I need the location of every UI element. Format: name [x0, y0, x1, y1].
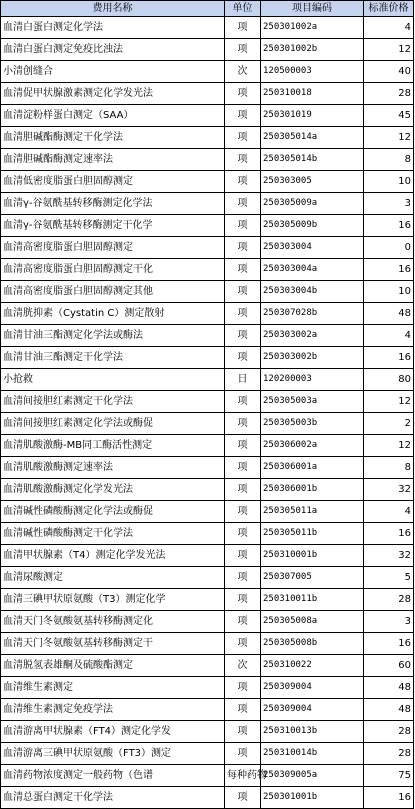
row-fee-name: 血清肌酸激酶测定速率法: [1, 457, 225, 479]
row-item-code: 250305003b: [261, 413, 364, 435]
table-row: [1, 259, 414, 281]
row-standard-price: 48: [364, 303, 414, 325]
row-fee-name: 血清天门冬氨酸氨基转移酶测定化: [1, 611, 225, 633]
table-row: [1, 765, 414, 787]
row-standard-price: 4: [364, 501, 414, 523]
table-row: [1, 611, 414, 633]
row-item-code: 250310022: [261, 655, 364, 677]
row-standard-price: 12: [364, 39, 414, 61]
row-fee-name: 血清三碘甲状原氨酸（T3）测定化学: [1, 589, 225, 611]
table-row: [1, 655, 414, 677]
table-row: [1, 413, 414, 435]
row-standard-price: 45: [364, 105, 414, 127]
row-item-code: 250303004a: [261, 259, 364, 281]
row-item-code: 250310018: [261, 83, 364, 105]
row-standard-price: 28: [364, 83, 414, 105]
row-standard-price: 16: [364, 347, 414, 369]
row-standard-price: 28: [364, 721, 414, 743]
table-row: [1, 567, 414, 589]
row-item-code: 250303002a: [261, 325, 364, 347]
row-unit: 项: [225, 479, 261, 501]
row-unit: 项: [225, 303, 261, 325]
row-item-code: 250306002a: [261, 435, 364, 457]
row-unit: 项: [225, 589, 261, 611]
header-item-code: 项目编码: [261, 1, 364, 17]
row-unit: 日: [225, 369, 261, 391]
row-fee-name: 血清肌酸激酶-MB同工酶活性测定: [1, 435, 225, 457]
row-fee-name: 血清高密度脂蛋白胆固醇测定其他: [1, 281, 225, 303]
table-row: [1, 39, 414, 61]
row-item-code: 250310014b: [261, 743, 364, 765]
row-standard-price: 12: [364, 127, 414, 149]
row-standard-price: 8: [364, 457, 414, 479]
header-standard-price: 标准价格: [364, 1, 414, 17]
row-fee-name: 血清碱性磷酸酶测定干化学法: [1, 523, 225, 545]
row-fee-name: 血清γ-谷氨酰基转移酶测定干化学: [1, 215, 225, 237]
table-row: [1, 589, 414, 611]
row-unit: 项: [225, 391, 261, 413]
row-standard-price: 16: [364, 787, 414, 809]
table-row: [1, 215, 414, 237]
row-item-code: 250305008b: [261, 633, 364, 655]
row-unit: 项: [225, 567, 261, 589]
row-unit: 项: [225, 215, 261, 237]
row-fee-name: 血清高密度脂蛋白胆固醇测定干化: [1, 259, 225, 281]
row-item-code: 250309005a: [261, 765, 364, 787]
row-unit: 项: [225, 127, 261, 149]
row-unit: 项: [225, 787, 261, 809]
table-row: [1, 699, 414, 721]
row-fee-name: 血清游离三碘甲状原氨酸（FT3）测定: [1, 743, 225, 765]
table-row: [1, 523, 414, 545]
table-row: [1, 743, 414, 765]
table-row: [1, 127, 414, 149]
row-fee-name: 血清尿酸测定: [1, 567, 225, 589]
row-fee-name: 血清总蛋白测定干化学法: [1, 787, 225, 809]
row-standard-price: 60: [364, 655, 414, 677]
row-unit: 项: [225, 347, 261, 369]
row-standard-price: 4: [364, 325, 414, 347]
row-item-code: 250309004: [261, 677, 364, 699]
row-fee-name: 血清天门冬氨酸氨基转移酶测定干: [1, 633, 225, 655]
row-fee-name: 血清间接胆红素测定干化学法: [1, 391, 225, 413]
row-unit: 项: [225, 39, 261, 61]
row-standard-price: 10: [364, 281, 414, 303]
row-fee-name: 血清胆碱酯酶测定速率法: [1, 149, 225, 171]
row-fee-name: 血清药物浓度测定一般药物（色谱: [1, 765, 225, 787]
row-standard-price: 0: [364, 237, 414, 259]
row-standard-price: 40: [364, 61, 414, 83]
row-unit: 项: [225, 501, 261, 523]
row-fee-name: 血清甲状腺素（T4）测定化学发光法: [1, 545, 225, 567]
row-standard-price: 48: [364, 699, 414, 721]
row-item-code: 250305009b: [261, 215, 364, 237]
table-header-row: [1, 1, 414, 17]
row-standard-price: 16: [364, 523, 414, 545]
row-unit: 次: [225, 61, 261, 83]
row-unit: 项: [225, 413, 261, 435]
row-item-code: 250305014b: [261, 149, 364, 171]
table-row: [1, 325, 414, 347]
row-standard-price: 32: [364, 479, 414, 501]
table-row: [1, 435, 414, 457]
row-fee-name: 血清胱抑素（Cystatin C）测定散射: [1, 303, 225, 325]
row-item-code: 250305008a: [261, 611, 364, 633]
row-fee-name: 小抢救: [1, 369, 225, 391]
row-unit: 次: [225, 655, 261, 677]
row-unit: 项: [225, 149, 261, 171]
table-row: [1, 105, 414, 127]
table-row: [1, 369, 414, 391]
row-item-code: 250303004b: [261, 281, 364, 303]
row-standard-price: 75: [364, 765, 414, 787]
row-standard-price: 32: [364, 545, 414, 567]
row-standard-price: 2: [364, 413, 414, 435]
table-row: [1, 303, 414, 325]
table-row: [1, 479, 414, 501]
row-item-code: 250305011b: [261, 523, 364, 545]
row-item-code: 250301002b: [261, 39, 364, 61]
row-item-code: 250306001a: [261, 457, 364, 479]
row-fee-name: 血清脱氢表雄酮及硫酸酯测定: [1, 655, 225, 677]
row-item-code: 250306001b: [261, 479, 364, 501]
table-row: [1, 391, 414, 413]
row-unit: 项: [225, 325, 261, 347]
row-item-code: 250305003a: [261, 391, 364, 413]
table-row: [1, 633, 414, 655]
row-unit: 项: [225, 193, 261, 215]
row-unit: 项: [225, 105, 261, 127]
row-unit: 项: [225, 611, 261, 633]
row-unit: 项: [225, 633, 261, 655]
row-fee-name: 血清γ-谷氨酰基转移酶测定化学法: [1, 193, 225, 215]
table-row: [1, 501, 414, 523]
row-standard-price: 4: [364, 17, 414, 39]
table-row: [1, 193, 414, 215]
row-item-code: 250307005: [261, 567, 364, 589]
row-fee-name: 血清低密度脂蛋白胆固醇测定: [1, 171, 225, 193]
row-unit: 项: [225, 721, 261, 743]
row-item-code: 250305009a: [261, 193, 364, 215]
table-row: [1, 347, 414, 369]
row-standard-price: 12: [364, 391, 414, 413]
table-row: [1, 787, 414, 809]
row-item-code: 250307028b: [261, 303, 364, 325]
row-item-code: 250303005: [261, 171, 364, 193]
row-unit: 项: [225, 237, 261, 259]
row-fee-name: 血清维生素测定免疫学法: [1, 699, 225, 721]
row-unit: 每种药物: [225, 765, 261, 787]
row-fee-name: 血清维生素测定: [1, 677, 225, 699]
table-row: [1, 149, 414, 171]
row-unit: 项: [225, 699, 261, 721]
row-standard-price: 16: [364, 259, 414, 281]
row-fee-name: 血清胆碱酯酶测定干化学法: [1, 127, 225, 149]
row-unit: 项: [225, 171, 261, 193]
table-row: [1, 457, 414, 479]
table-row: [1, 677, 414, 699]
row-item-code: 250310001b: [261, 545, 364, 567]
row-item-code: 250303002b: [261, 347, 364, 369]
row-item-code: 250305014a: [261, 127, 364, 149]
row-standard-price: 3: [364, 193, 414, 215]
row-unit: 项: [225, 523, 261, 545]
table-row: [1, 83, 414, 105]
table-row: [1, 17, 414, 39]
table-row: [1, 237, 414, 259]
table-row: [1, 545, 414, 567]
table-row: [1, 171, 414, 193]
row-fee-name: 血清白蛋白测定免疫比浊法: [1, 39, 225, 61]
row-fee-name: 小清创缝合: [1, 61, 225, 83]
row-standard-price: 16: [364, 633, 414, 655]
row-fee-name: 血清甘油三酯测定干化学法: [1, 347, 225, 369]
row-unit: 项: [225, 83, 261, 105]
row-item-code: 250310013b: [261, 721, 364, 743]
row-standard-price: 28: [364, 589, 414, 611]
row-fee-name: 血清促甲状腺激素测定化学发光法: [1, 83, 225, 105]
row-unit: 项: [225, 545, 261, 567]
table-row: [1, 281, 414, 303]
row-standard-price: 28: [364, 743, 414, 765]
row-item-code: 120500003: [261, 61, 364, 83]
row-fee-name: 血清高密度脂蛋白胆固醇测定: [1, 237, 225, 259]
row-item-code: 250303004: [261, 237, 364, 259]
row-fee-name: 血清甘油三酯测定化学法或酶法: [1, 325, 225, 347]
header-fee-name: 费用名称: [1, 1, 225, 17]
row-unit: 项: [225, 281, 261, 303]
table-row: [1, 61, 414, 83]
row-unit: 项: [225, 17, 261, 39]
row-fee-name: 血清白蛋白测定化学法: [1, 17, 225, 39]
row-fee-name: 血清肌酸激酶测定化学发光法: [1, 479, 225, 501]
row-standard-price: 48: [364, 677, 414, 699]
row-standard-price: 80: [364, 369, 414, 391]
header-unit: 单位: [225, 1, 261, 17]
row-unit: 项: [225, 743, 261, 765]
row-standard-price: 16: [364, 215, 414, 237]
row-fee-name: 血清淀粉样蛋白测定（SAA）: [1, 105, 225, 127]
row-fee-name: 血清间接胆红素测定化学法或酶促: [1, 413, 225, 435]
row-unit: 项: [225, 457, 261, 479]
row-unit: 项: [225, 435, 261, 457]
row-standard-price: 5: [364, 567, 414, 589]
row-item-code: 250301019: [261, 105, 364, 127]
row-item-code: 250309004: [261, 699, 364, 721]
row-unit: 项: [225, 677, 261, 699]
row-fee-name: 血清游离甲状腺素（FT4）测定化学发: [1, 721, 225, 743]
row-standard-price: 8: [364, 149, 414, 171]
row-standard-price: 12: [364, 435, 414, 457]
table-row: [1, 721, 414, 743]
row-standard-price: 10: [364, 171, 414, 193]
row-item-code: 120200003: [261, 369, 364, 391]
row-item-code: 250310011b: [261, 589, 364, 611]
row-item-code: 250305011a: [261, 501, 364, 523]
row-fee-name: 血清碱性磷酸酶测定化学法或酶促: [1, 501, 225, 523]
row-item-code: 250301001b: [261, 787, 364, 809]
row-item-code: 250301002a: [261, 17, 364, 39]
row-unit: 项: [225, 259, 261, 281]
row-standard-price: 3: [364, 611, 414, 633]
